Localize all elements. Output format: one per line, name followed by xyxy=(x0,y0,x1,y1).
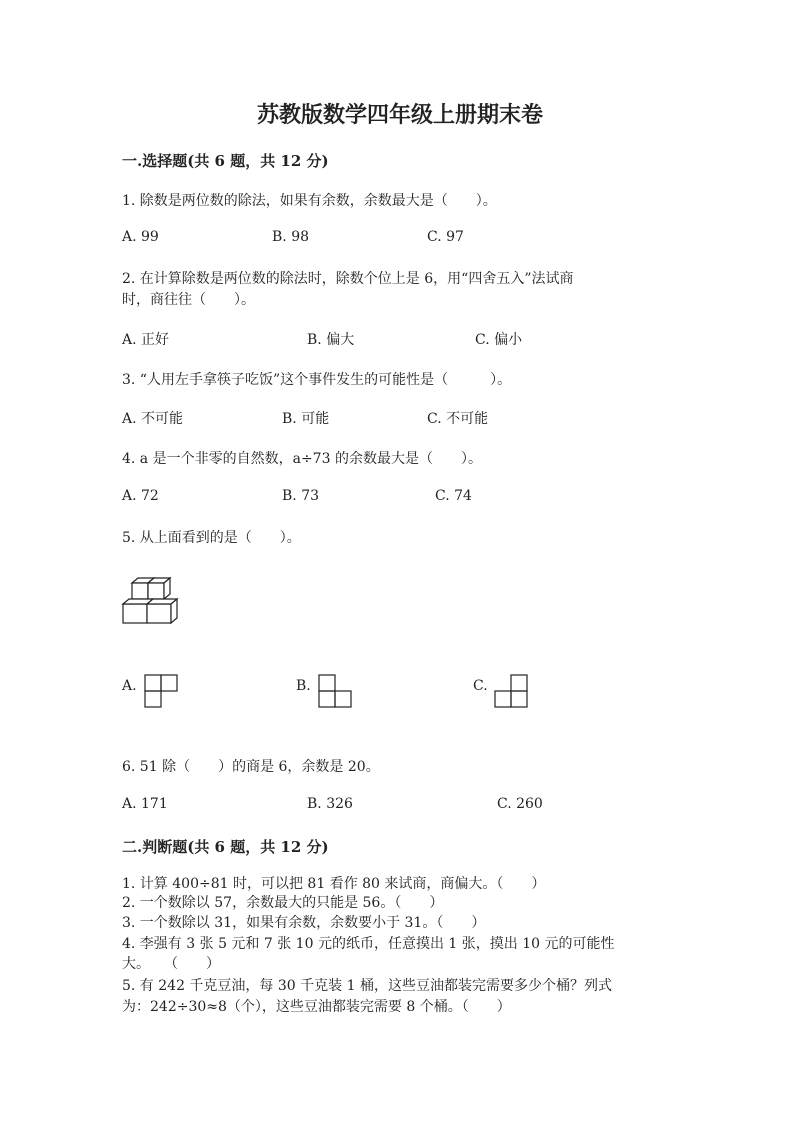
q3-option-a[interactable]: A. 不可能 xyxy=(122,411,184,427)
q5-option-b[interactable]: B. xyxy=(296,678,311,694)
judgement-line: 2. 一个数除以 57，余数最大的只能是 56。（ ） xyxy=(122,895,444,911)
question-1: 1. 除数是两位数的除法，如果有余数，余数最大是（ ）。 xyxy=(122,193,497,209)
judgement-line: 大。 （ ） xyxy=(122,956,220,972)
q6-option-c[interactable]: C. 260 xyxy=(497,796,543,812)
q3-option-b[interactable]: B. 可能 xyxy=(282,411,330,427)
question-3: 3. “人用左手拿筷子吃饭”这个事件发生的可能性是（ ）。 xyxy=(122,372,512,388)
q6-option-b[interactable]: B. 326 xyxy=(307,796,353,812)
q2-option-b[interactable]: B. 偏大 xyxy=(307,332,355,348)
question-4: 4. a 是一个非零的自然数，a÷73 的余数最大是（ ）。 xyxy=(122,451,482,467)
question-2-line1: 2. 在计算除数是两位数的除法时，除数个位上是 6，用“四舍五入”法试商 xyxy=(122,271,574,287)
judgement-line: 5. 有 242 千克豆油，每 30 千克装 1 桶，这些豆油都装完需要多少个桶？列式 xyxy=(122,978,612,994)
q4-option-b[interactable]: B. 73 xyxy=(282,488,320,504)
q5-option-c[interactable]: C. xyxy=(473,678,488,694)
judgement-line: 3. 一个数除以 31，如果有余数，余数要小于 31。（ ） xyxy=(122,915,486,931)
q2-option-a[interactable]: A. 正好 xyxy=(122,332,170,348)
question-6: 6. 51 除（ ）的商是 6，余数是 20。 xyxy=(122,759,380,775)
q4-option-c[interactable]: C. 74 xyxy=(435,488,472,504)
cube-stack-figure xyxy=(118,578,188,628)
judgement-line: 为：242÷30≈8（个），这些豆油都装完需要 8 个桶。（ ） xyxy=(122,999,511,1015)
q5-option-c-grid-icon xyxy=(494,674,528,708)
q1-option-a[interactable]: A. 99 xyxy=(122,229,159,245)
q2-option-c[interactable]: C. 偏小 xyxy=(475,332,523,348)
judgement-line: 1. 计算 400÷81 时，可以把 81 看作 80 来试商，商偏大。（ ） xyxy=(122,876,546,892)
judgement-line: 4. 李强有 3 张 5 元和 7 张 10 元的纸币，任意摸出 1 张，摸出 10 元的可能性 xyxy=(122,936,615,952)
q3-option-c[interactable]: C. 不可能 xyxy=(427,411,489,427)
q4-option-a[interactable]: A. 72 xyxy=(122,488,159,504)
q6-option-a[interactable]: A. 171 xyxy=(122,796,168,812)
q1-option-b[interactable]: B. 98 xyxy=(272,229,310,245)
section-heading-choice: 一.选择题(共 6 题，共 12 分) xyxy=(122,152,329,170)
q5-option-a-grid-icon xyxy=(144,674,178,708)
page-title: 苏教版数学四年级上册期末卷 xyxy=(256,102,543,128)
question-2-line2: 时，商往往（ ）。 xyxy=(122,292,255,308)
q5-option-a[interactable]: A. xyxy=(122,678,137,694)
q1-option-c[interactable]: C. 97 xyxy=(427,229,464,245)
question-5: 5. 从上面看到的是（ ）。 xyxy=(122,530,301,546)
section-heading-judgement: 二.判断题(共 6 题，共 12 分) xyxy=(122,838,329,856)
q5-option-b-grid-icon xyxy=(318,674,352,708)
